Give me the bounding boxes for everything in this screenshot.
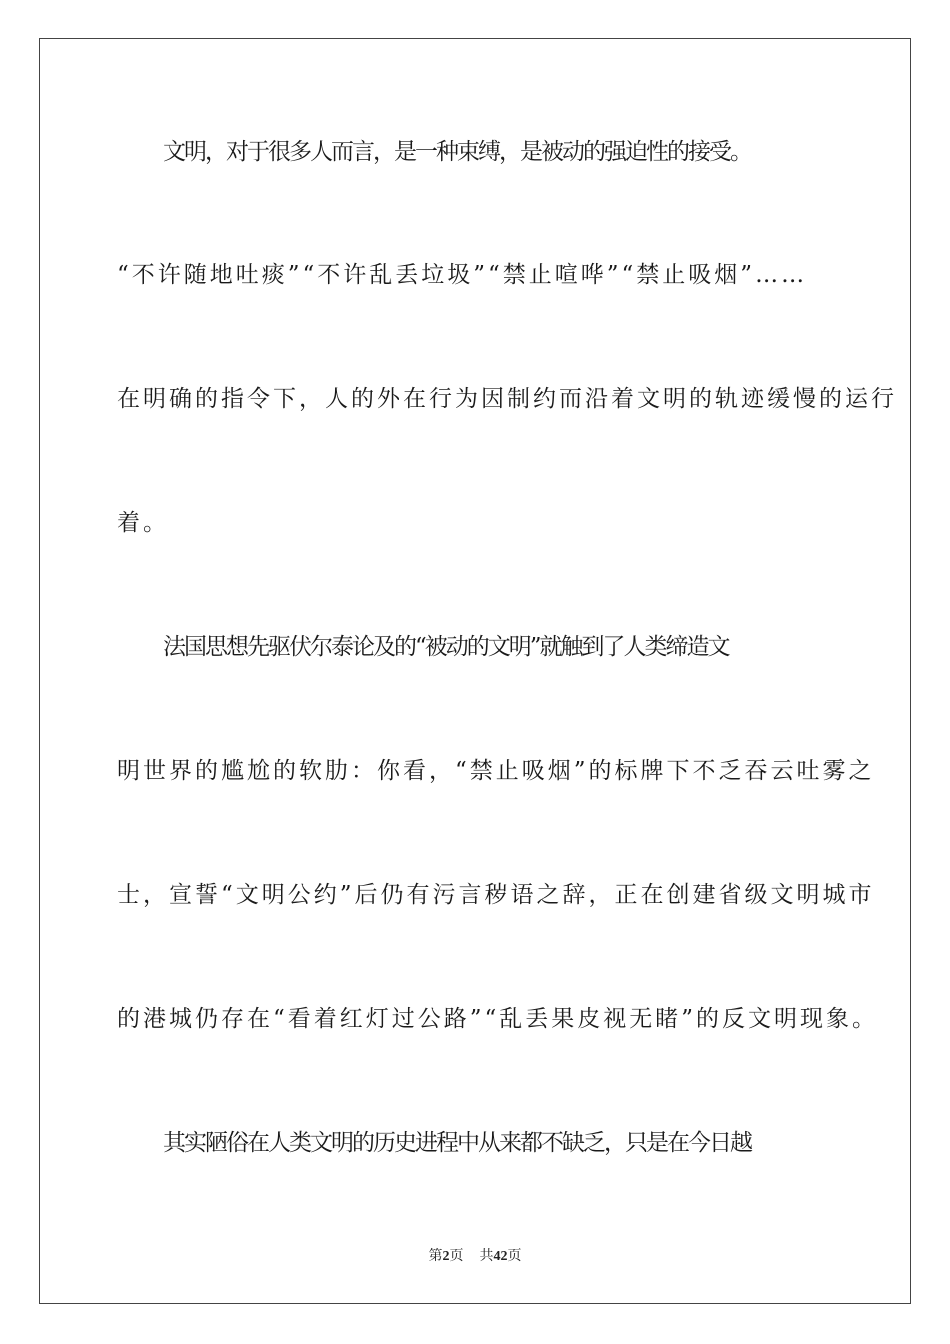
paragraph-2-line-2: 明世界的尴尬的软肋：你看，“禁止吸烟”的标牌下不乏吞云吐雾之 [117, 758, 875, 784]
paragraph-1-line-4: 着。 [117, 510, 169, 536]
paragraph-2-line-4: 的港城仍存在“看着红灯过公路”“乱丢果皮视无睹”的反文明现象。 [117, 1006, 879, 1032]
page-number: 2 [442, 1249, 450, 1264]
page-suffix: 页 [449, 1248, 464, 1264]
page-prefix: 第 [428, 1248, 443, 1264]
page-footer [0, 1247, 950, 1266]
paragraph-1-line-1: 文明，对于很多人而言，是一种束缚，是被动的强迫性的接受。 [163, 139, 751, 165]
paragraph-2-line-3: 士，宣誓“文明公约”后仍有污言秽语之辞，正在创建省级文明城市 [117, 882, 875, 908]
paragraph-3-line-1: 其实陋俗在人类文明的历史进程中从来都不缺乏，只是在今日越 [163, 1130, 751, 1156]
paragraph-2-line-1: 法国思想先驱伏尔泰论及的“被动的文明”就触到了人类缔造文 [163, 634, 729, 660]
total-prefix: 共 [479, 1248, 494, 1264]
page-border [39, 38, 911, 1304]
total-pages: 42 [493, 1249, 508, 1264]
paragraph-1-line-2: “不许随地吐痰”“不许乱丢垃圾”“禁止喧哗”“禁止吸烟”…… [117, 262, 808, 288]
paragraph-1-line-3: 在明确的指令下，人的外在行为因制约而沿着文明的轨迹缓慢的运行 [117, 386, 897, 412]
total-suffix: 页 [507, 1248, 522, 1264]
